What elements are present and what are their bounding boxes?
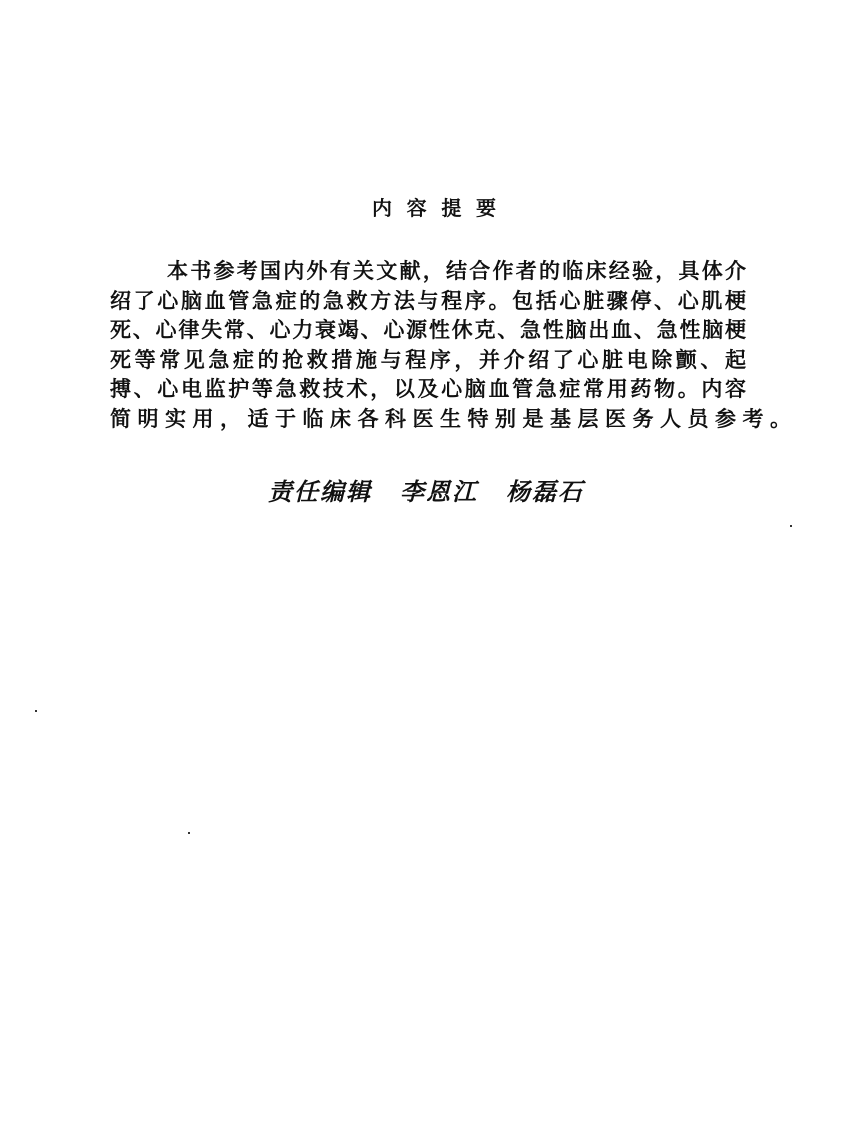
paragraph-line: 死等常见急症的抢救措施与程序，并介绍了心脏电除颤、起 (110, 346, 746, 372)
editors-credit (268, 472, 608, 507)
paragraph-line: 搏、心电监护等急救技术，以及心脑血管急症常用药物。内容 (110, 376, 746, 402)
paragraph-line: 死、心律失常、心力衰竭、心源性休克、急性脑出血、急性脑梗 (110, 317, 746, 343)
editor-name: 李恩江 (400, 477, 478, 506)
scan-speck (35, 710, 37, 712)
editors-label: 责任编辑 (268, 477, 372, 506)
paragraph-line: 绍了心脑血管急症的急救方法与程序。包括心脏骤停、心肌梗 (110, 287, 746, 313)
summary-paragraph (110, 256, 798, 434)
paragraph-line: 本书参考国内外有关文献，结合作者的临床经验，具体介 (167, 258, 746, 283)
paragraph-line: 简明实用，适于临床各科医生特别是基层医务人员参考。 (110, 405, 798, 431)
summary-heading: 内 容 提 要 (372, 196, 496, 220)
scan-speck (188, 832, 190, 834)
editor-name: 杨磊石 (506, 477, 584, 506)
scan-speck (790, 525, 792, 527)
